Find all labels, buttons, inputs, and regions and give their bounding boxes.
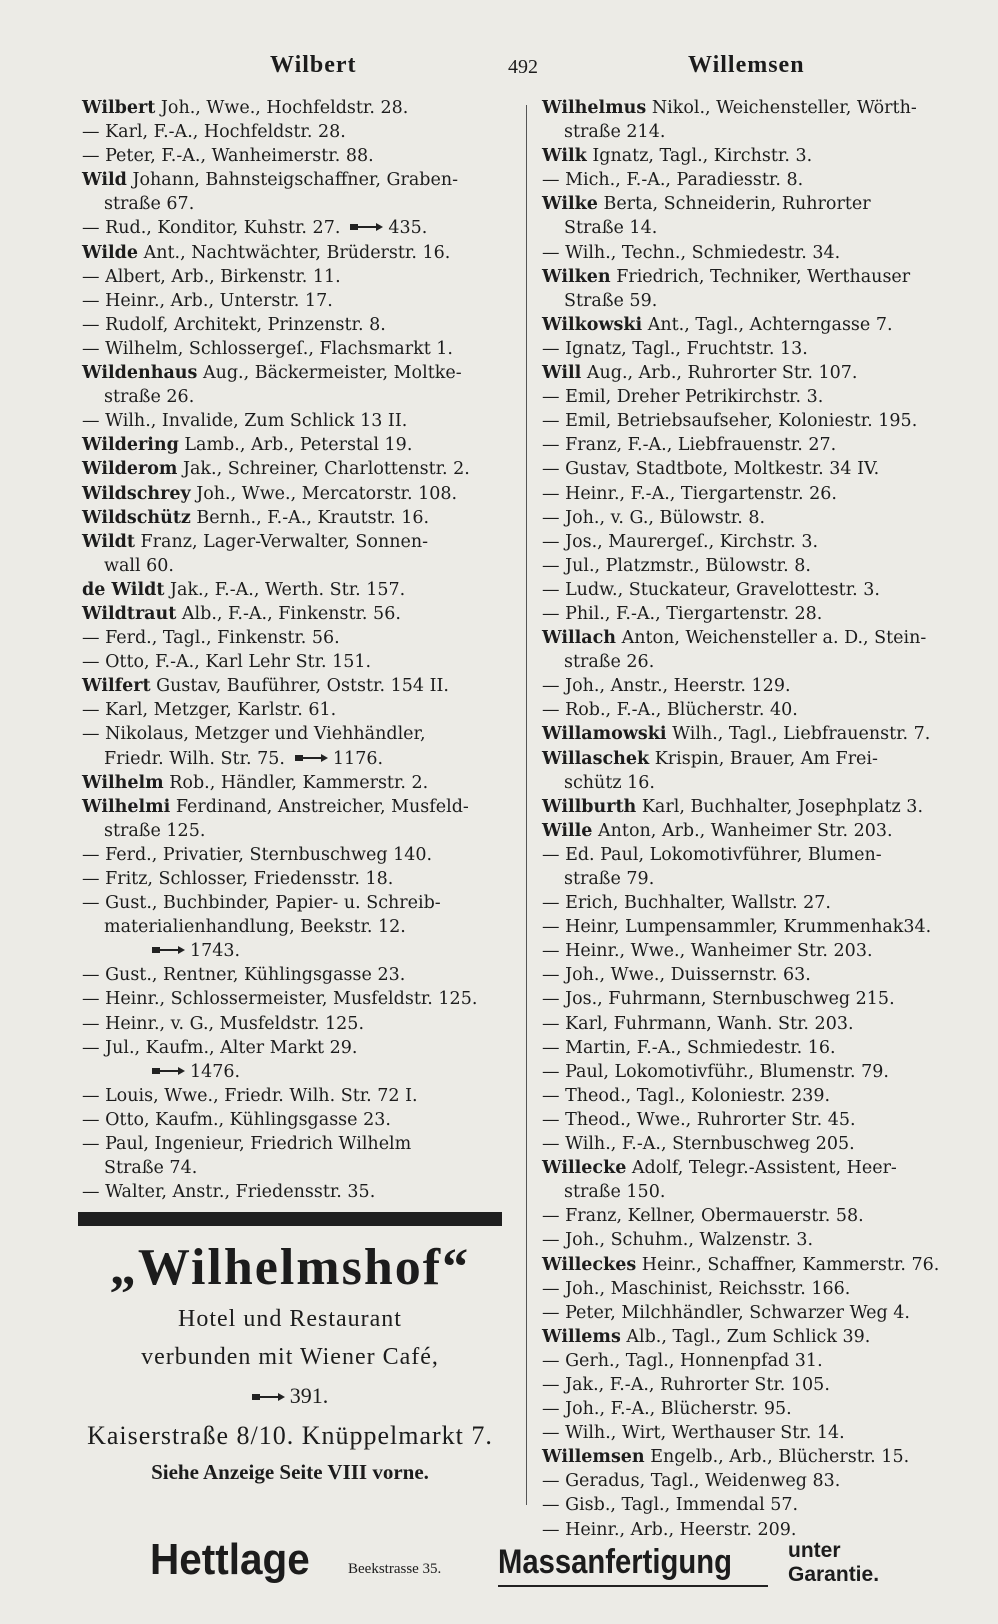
directory-entry <box>542 747 962 771</box>
entry-text: — Heinr., Schlossermeister, Musfeldstr. 125. <box>82 989 478 1010</box>
directory-entry <box>82 578 512 602</box>
entry-text: — Martin, F.-A., Schmiedestr. 16. <box>542 1037 836 1058</box>
entry-text: materialienhandlung, Beekstr. 12. <box>104 917 406 938</box>
directory-entry <box>82 795 512 819</box>
phone-number: 1743. <box>190 941 241 962</box>
surname: Wilken <box>542 266 611 287</box>
surname: Will <box>542 363 582 384</box>
entry-text: — Heinr., F.-A., Tiergartenstr. 26. <box>542 483 837 504</box>
entry-text: Joh., Wwe., Mercatorstr. 108. <box>190 483 458 504</box>
entry-text: Krispin, Brauer, Am Frei- <box>649 748 878 769</box>
ad-title: „Wilhelmshof“ <box>109 1239 471 1296</box>
directory-entry <box>82 819 512 843</box>
telephone-icon <box>350 222 384 232</box>
directory-entry <box>542 1325 962 1349</box>
directory-entry <box>82 289 512 313</box>
directory-entry <box>82 1060 512 1084</box>
directory-entry <box>542 216 962 240</box>
directory-entry <box>82 216 512 240</box>
phone-number-group <box>152 941 240 961</box>
surname: Wildering <box>82 435 179 456</box>
directory-entry <box>82 265 512 289</box>
entry-phone <box>350 218 427 238</box>
directory-entry <box>542 385 962 409</box>
entry-text: — Erich, Buchhalter, Wallstr. 27. <box>542 893 831 914</box>
surname: Wild <box>82 170 127 191</box>
directory-entry <box>542 1060 962 1084</box>
directory-entry <box>82 891 512 915</box>
directory-entry <box>542 1277 962 1301</box>
entry-text: — Emil, Betriebsaufseher, Koloniestr. 195. <box>542 411 918 432</box>
surname: Wildtraut <box>82 603 177 624</box>
surname: Wilbert <box>82 98 156 118</box>
directory-entry <box>542 1349 962 1373</box>
entry-text: — Ferd., Tagl., Finkenstr. 56. <box>82 628 340 649</box>
directory-entry <box>542 1012 962 1036</box>
entry-text: Heinr., Schaffner, Kammerstr. 76. <box>636 1254 940 1275</box>
phone-number-group <box>350 218 427 238</box>
directory-entry <box>542 1132 962 1156</box>
surname: Wilk <box>542 146 587 167</box>
entry-text: straße 214. <box>564 122 666 143</box>
entry-text: Bernh., F.-A., Krautstr. 16. <box>190 507 430 528</box>
directory-entry <box>542 144 962 168</box>
entry-text: straße 67. <box>104 194 195 215</box>
entry-text: — Ludw., Stuckateur, Gravelottestr. 3. <box>542 579 880 600</box>
directory-entry <box>82 1156 512 1180</box>
entry-text: Straße 59. <box>564 290 658 311</box>
directory-entry <box>542 168 962 192</box>
directory-entry <box>542 939 962 963</box>
footer-brand: Hettlage <box>150 1535 310 1584</box>
entry-text: — Louis, Wwe., Friedr. Wilh. Str. 72 I. <box>82 1085 418 1106</box>
entry-text: — Peter, F.-A., Wanheimerstr. 88. <box>82 146 374 167</box>
surname: Wilfert <box>82 676 151 697</box>
directory-entry <box>82 385 512 409</box>
entry-text: — Franz, Kellner, Obermauerstr. 58. <box>542 1206 864 1227</box>
directory-entry <box>542 915 962 939</box>
entry-text: — Heinr., v. G., Musfeldstr. 125. <box>82 1013 365 1034</box>
entry-text: straße 79. <box>564 869 655 889</box>
directory-entry <box>82 698 512 722</box>
ad-reference: Siehe Anzeige Seite VIII vorne. <box>151 1460 429 1484</box>
surname: Wilkowski <box>542 314 643 335</box>
phone-number: 435. <box>388 218 428 239</box>
entry-text: — Wilh., F.-A., Sternbuschweg 205. <box>542 1134 855 1155</box>
entry-text: Jak., Schreiner, Charlottenstr. 2. <box>177 459 470 480</box>
entry-text: — Wilh., Wirt, Werthauser Str. 14. <box>542 1423 845 1444</box>
surname: Wilhelm <box>82 772 164 793</box>
entry-text: — Phil., F.-A., Tiergartenstr. 28. <box>542 603 823 624</box>
entry-text: Alb., F.-A., Finkenstr. 56. <box>176 603 401 624</box>
surname: Willburth <box>542 796 637 817</box>
entry-text: — Joh., F.-A., Blücherstr. 95. <box>542 1399 792 1420</box>
entry-text: straße 125. <box>104 820 206 841</box>
directory-entry <box>542 1301 962 1325</box>
entry-text: — Gustav, Stadtbote, Moltkestr. 34 IV. <box>542 459 880 480</box>
entry-text: Wilh., Tagl., Liebfrauenstr. 7. <box>666 724 931 745</box>
directory-entry <box>542 819 962 843</box>
entry-text: — Jul., Kaufm., Alter Markt 29. <box>82 1037 358 1058</box>
directory-entry <box>82 1180 512 1204</box>
surname: Wilde <box>82 242 139 263</box>
right-column <box>542 96 962 1542</box>
entry-text: schütz 16. <box>564 772 655 793</box>
page-number: 492 <box>508 56 538 78</box>
surname: Wille <box>542 820 593 841</box>
entry-text: — Ignatz, Tagl., Fruchtstr. 13. <box>542 338 808 359</box>
directory-entry <box>542 1421 962 1445</box>
directory-entry <box>82 602 512 626</box>
directory-entry <box>82 506 512 530</box>
directory-entry <box>542 120 962 144</box>
entry-text: Gustav, Bauführer, Oststr. 154 II. <box>150 676 449 697</box>
footer-note-line-1: unter <box>788 1539 841 1562</box>
directory-entry <box>82 867 512 891</box>
entry-text: Joh., Wwe., Hochfeldstr. 28. <box>155 98 409 118</box>
entry-text: — Nikolaus, Metzger und Viehhändler, <box>82 724 426 745</box>
directory-entry <box>82 747 512 771</box>
directory-entry <box>82 626 512 650</box>
directory-entry <box>82 168 512 192</box>
directory-entry <box>542 1397 962 1421</box>
directory-entry <box>82 963 512 987</box>
entry-text: Alb., Tagl., Zum Schlick 39. <box>620 1326 871 1347</box>
telephone-icon <box>152 1066 186 1076</box>
directory-entry <box>542 554 962 578</box>
surname: de Wildt <box>82 579 165 600</box>
entry-text: straße 150. <box>564 1182 666 1203</box>
directory-entry <box>82 241 512 265</box>
directory-entry <box>82 843 512 867</box>
entry-text: Ant., Tagl., Achterngasse 7. <box>642 314 893 335</box>
ad-phone-number: 391. <box>289 1383 329 1408</box>
entry-text: — Gust., Rentner, Kühlingsgasse 23. <box>82 965 406 986</box>
entry-text: — Joh., v. G., Bülowstr. 8. <box>542 507 766 528</box>
entry-text: Ant., Nachtwächter, Brüderstr. 16. <box>138 242 451 263</box>
entry-text: Adolf, Telegr.-Assistent, Heer- <box>626 1158 897 1179</box>
directory-entry <box>82 1036 512 1060</box>
entry-text: — Jak., F.-A., Ruhrorter Str. 105. <box>542 1374 830 1395</box>
entry-text: — Fritz, Schlosser, Friedensstr. 18. <box>82 869 394 889</box>
directory-entry <box>542 1228 962 1252</box>
entry-text: — Rud., Konditor, Kuhstr. 27. <box>82 218 341 239</box>
directory-entry <box>542 843 962 867</box>
directory-entry <box>542 1493 962 1517</box>
directory-entry <box>82 987 512 1011</box>
surname: Willaschek <box>542 748 650 769</box>
entry-text: — Gerh., Tagl., Honnenpfad 31. <box>542 1350 823 1371</box>
directory-entry <box>542 313 962 337</box>
surname: Willemsen <box>542 1447 645 1468</box>
directory-entry <box>542 987 962 1011</box>
directory-entry <box>82 939 512 963</box>
directory-entry <box>82 482 512 506</box>
entry-text: Friedrich, Techniker, Werthauser <box>610 266 911 287</box>
footer-note <box>788 1539 879 1587</box>
ad-phone <box>78 1383 502 1409</box>
entry-text: — Wilh., Invalide, Zum Schlick 13 II. <box>82 411 408 432</box>
surname: Willecke <box>542 1158 627 1179</box>
directory-entry <box>542 771 962 795</box>
footer-advertisement <box>0 1535 998 1605</box>
left-column <box>82 96 512 1204</box>
directory-entry <box>82 337 512 361</box>
telephone-icon <box>152 945 186 955</box>
directory-entry <box>82 530 512 554</box>
directory-entry <box>542 963 962 987</box>
directory-entry <box>542 1373 962 1397</box>
entry-text: — Heinr., Arb., Heerstr. 209. <box>542 1519 797 1540</box>
entry-text: straße 26. <box>104 387 195 408</box>
surname: Wildt <box>82 531 135 552</box>
surname: Willeckes <box>542 1254 637 1275</box>
entry-text: — Peter, Milchhändler, Schwarzer Weg 4. <box>542 1302 910 1323</box>
directory-entry <box>82 771 512 795</box>
entry-text: — Geradus, Tagl., Weidenweg 83. <box>542 1471 841 1492</box>
directory-entry <box>542 867 962 891</box>
surname: Wilhelmus <box>542 98 647 118</box>
entry-text: Anton, Weichensteller a. D., Stein- <box>616 628 927 649</box>
entry-text: — Heinr, Lumpensammler, Krummenhak34. <box>542 917 932 938</box>
directory-entry <box>542 530 962 554</box>
entry-text: Anton, Arb., Wanheimer Str. 203. <box>592 820 893 841</box>
directory-entry <box>542 241 962 265</box>
entry-text: — Jos., Fuhrmann, Sternbuschweg 215. <box>542 989 895 1010</box>
ad-address: Kaiserstraße 8/10. Knüppelmarkt 7. <box>87 1421 493 1450</box>
phone-number: 1476. <box>190 1061 241 1082</box>
entry-text: — Ferd., Privatier, Sternbuschweg 140. <box>82 844 433 865</box>
entry-text: — Karl, Metzger, Karlstr. 61. <box>82 700 337 721</box>
directory-entry <box>542 457 962 481</box>
entry-text: straße 26. <box>564 652 655 673</box>
ad-top-rule <box>78 1212 502 1226</box>
surname: Wildschrey <box>82 483 191 504</box>
entry-phone <box>295 749 383 769</box>
directory-entry <box>82 1012 512 1036</box>
entry-text: Ignatz, Tagl., Kirchstr. 3. <box>586 146 813 167</box>
entry-text: — Jul., Platzmstr., Bülowstr. 8. <box>542 555 811 576</box>
entry-text: — Heinr., Arb., Unterstr. 17. <box>82 290 333 311</box>
directory-entry <box>542 578 962 602</box>
entry-text: Johann, Bahnsteigschaffner, Graben- <box>126 170 459 191</box>
footer-address: Beekstrasse 35. <box>348 1561 442 1577</box>
directory-entry <box>82 120 512 144</box>
entry-text: — Joh., Wwe., Duissernstr. 63. <box>542 965 811 986</box>
ad-line-2: verbunden mit Wiener Café, <box>141 1344 439 1370</box>
entry-text: — Emil, Dreher Petrikirchstr. 3. <box>542 387 824 408</box>
directory-entry <box>82 554 512 578</box>
entry-text: wall 60. <box>104 555 174 576</box>
entry-text: Engelb., Arb., Blücherstr. 15. <box>644 1447 910 1468</box>
page-header <box>0 52 998 88</box>
surname: Willems <box>542 1326 621 1347</box>
entry-text: — Jos., Maurergeſ., Kirchstr. 3. <box>542 531 819 552</box>
directory-entry <box>82 96 512 120</box>
directory-entry <box>542 1445 962 1469</box>
entry-text: — Wilhelm, Schlossergeſ., Flachsmarkt 1. <box>82 338 453 359</box>
surname: Willach <box>542 628 617 649</box>
directory-entry <box>82 1108 512 1132</box>
directory-entry <box>542 602 962 626</box>
entry-text: — Gisb., Tagl., Immendal 57. <box>542 1495 799 1516</box>
phone-number: 1176. <box>332 748 384 769</box>
entry-text: — Karl, F.-A., Hochfeldstr. 28. <box>82 122 346 143</box>
entry-text: Straße 14. <box>564 218 658 239</box>
directory-entry <box>542 482 962 506</box>
entry-text: — Otto, F.-A., Karl Lehr Str. 151. <box>82 652 372 673</box>
directory-entry <box>542 1036 962 1060</box>
directory-entry <box>542 1469 962 1493</box>
directory-entry <box>542 265 962 289</box>
entry-text: — Joh., Maschinist, Reichsstr. 166. <box>542 1278 851 1299</box>
entry-text: — Mich., F.-A., Paradiesstr. 8. <box>542 170 804 191</box>
entry-text: — Paul, Ingenieur, Friedrich Wilhelm <box>82 1134 412 1155</box>
entry-text: Friedr. Wilh. Str. 75. <box>104 748 285 769</box>
directory-entry <box>542 795 962 819</box>
directory-entry <box>542 289 962 313</box>
directory-entry <box>82 409 512 433</box>
directory-entry <box>542 192 962 216</box>
entry-text: Straße 74. <box>104 1158 198 1179</box>
entry-text: Nikol., Weichensteller, Wörth- <box>646 98 917 118</box>
directory-entry <box>542 409 962 433</box>
directory-entry <box>82 915 512 939</box>
header-last-entry: Willemsen <box>688 52 805 78</box>
entry-text: Ferdinand, Anstreicher, Musfeld- <box>170 796 469 817</box>
entry-text: — Walter, Anstr., Friedensstr. 35. <box>82 1182 376 1203</box>
directory-entry <box>542 1204 962 1228</box>
entry-text: — Otto, Kaufm., Kühlingsgasse 23. <box>82 1109 391 1130</box>
directory-entry <box>82 722 512 746</box>
directory-entry <box>542 722 962 746</box>
entry-text: — Joh., Schuhm., Walzenstr. 3. <box>542 1230 814 1251</box>
directory-entry <box>542 674 962 698</box>
entry-text: Aug., Bäckermeister, Moltke- <box>197 363 462 384</box>
column-divider <box>526 105 527 1505</box>
surname: Wilhelmi <box>82 796 171 817</box>
directory-entry <box>82 361 512 385</box>
phone-number-group <box>152 1062 240 1082</box>
directory-entry <box>82 144 512 168</box>
entry-text: Berta, Schneiderin, Ruhrorter <box>597 194 871 215</box>
directory-entry <box>542 96 962 120</box>
entry-text: — Albert, Arb., Birkenstr. 11. <box>82 266 341 287</box>
telephone-icon <box>295 753 329 763</box>
surname: Wilderom <box>82 459 178 480</box>
entry-text: — Franz, F.-A., Liebfrauenstr. 27. <box>542 435 837 456</box>
surname: Wilke <box>542 194 598 215</box>
directory-entry <box>542 1156 962 1180</box>
entry-text: — Wilh., Techn., Schmiedestr. 34. <box>542 242 841 263</box>
directory-entry <box>542 626 962 650</box>
directory-entry <box>82 650 512 674</box>
entry-text: — Joh., Anstr., Heerstr. 129. <box>542 676 791 697</box>
entry-text: Aug., Arb., Ruhrorter Str. 107. <box>581 363 858 384</box>
directory-entry <box>542 1180 962 1204</box>
footer-slogan: Massanfertigung <box>498 1543 732 1581</box>
ad-line-1: Hotel und Restaurant <box>178 1306 402 1332</box>
phone-number-group <box>295 749 383 769</box>
directory-entry <box>542 337 962 361</box>
surname: Wildenhaus <box>82 363 198 384</box>
directory-entry <box>542 433 962 457</box>
entry-text: — Theod., Tagl., Koloniestr. 239. <box>542 1085 831 1106</box>
entry-text: — Heinr., Wwe., Wanheimer Str. 203. <box>542 941 873 962</box>
surname: Wildschütz <box>82 507 191 528</box>
directory-entry <box>82 433 512 457</box>
entry-text: — Theod., Wwe., Ruhrorter Str. 45. <box>542 1109 856 1130</box>
directory-entry <box>542 1253 962 1277</box>
directory-entry <box>542 698 962 722</box>
entry-text: — Rudolf, Architekt, Prinzenstr. 8. <box>82 314 386 335</box>
directory-entry <box>542 361 962 385</box>
directory-entry <box>82 674 512 698</box>
entry-text: — Ed. Paul, Lokomotivführer, Blumen- <box>542 844 882 865</box>
directory-entry <box>82 313 512 337</box>
entry-text: Lamb., Arb., Peterstal 19. <box>178 435 413 456</box>
surname: Willamowski <box>542 724 667 745</box>
header-first-entry: Wilbert <box>270 52 357 78</box>
directory-entry <box>542 506 962 530</box>
footer-underline <box>498 1585 768 1587</box>
directory-entry <box>82 1132 512 1156</box>
directory-entry <box>542 1084 962 1108</box>
directory-entry <box>542 1108 962 1132</box>
directory-entry <box>542 650 962 674</box>
entry-text: Franz, Lager-Verwalter, Sonnen- <box>134 531 429 552</box>
entry-text: Jak., F.-A., Werth. Str. 157. <box>164 579 406 600</box>
directory-entry <box>82 192 512 216</box>
footer-note-line-2: Garantie. <box>788 1563 880 1586</box>
directory-entry <box>542 891 962 915</box>
entry-text: — Gust., Buchbinder, Papier- u. Schreib- <box>82 893 441 914</box>
telephone-icon <box>252 1392 286 1402</box>
entry-text: — Rob., F.-A., Blücherstr. 40. <box>542 700 798 721</box>
directory-entry <box>82 1084 512 1108</box>
entry-text: — Paul, Lokomotivführ., Blumenstr. 79. <box>542 1061 889 1082</box>
directory-entry <box>82 457 512 481</box>
entry-text: Karl, Buchhalter, Josephplatz 3. <box>636 796 924 817</box>
entry-text: Rob., Händler, Kammerstr. 2. <box>163 772 429 793</box>
entry-text: — Karl, Fuhrmann, Wanh. Str. 203. <box>542 1013 854 1034</box>
